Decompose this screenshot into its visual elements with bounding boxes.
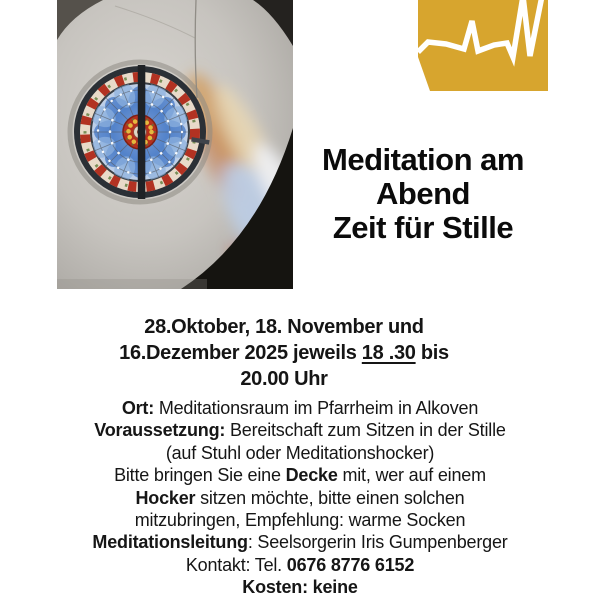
text-line	[30, 554, 570, 576]
text-segment: mit, wer auf einem	[337, 465, 486, 486]
title-line-3: Zeit für Stille	[332, 210, 514, 245]
text-line	[30, 576, 570, 598]
text-segment: 16.Dezember 2025 jeweils	[119, 342, 362, 364]
text-segment: 20.00 Uhr	[240, 368, 328, 390]
text-line	[30, 531, 570, 553]
text-segment: 28.Oktober, 18. November und	[144, 316, 424, 338]
parish-logo	[418, 0, 548, 91]
text-segment: Hocker	[135, 487, 196, 508]
text-segment: 18 .30	[361, 342, 416, 364]
text-segment: bis	[415, 342, 449, 364]
text-line	[30, 487, 570, 509]
text-segment: : Seelsorgerin Iris Gumpenberger	[247, 532, 508, 553]
text-line	[30, 397, 570, 419]
church-window-photo	[57, 0, 293, 289]
details-block	[30, 397, 570, 599]
schedule-block	[44, 314, 524, 392]
heartbeat-logo-icon	[418, 0, 548, 91]
window-mullion-bar	[138, 65, 146, 199]
text-line	[44, 314, 524, 340]
page-title	[285, 143, 561, 245]
text-segment: 0676 8776 6152	[286, 554, 415, 575]
text-line	[30, 464, 570, 486]
title-line-1: Meditation am	[322, 142, 524, 177]
text-segment: mitzubringen, Empfehlung: warme Socken	[134, 510, 466, 531]
title-line-2: Abend	[376, 176, 470, 211]
text-segment: Voraussetzung:	[94, 420, 226, 441]
text-segment: Ort:	[121, 398, 155, 418]
stained-glass-window	[70, 62, 210, 202]
text-line	[30, 509, 570, 531]
text-line	[44, 366, 524, 392]
text-segment: Meditationsleitung	[92, 532, 248, 553]
church-window-photo-art	[57, 0, 293, 289]
text-segment: Decke	[285, 465, 338, 486]
text-segment: Meditationsraum im Pfarrheim in Alkoven	[154, 398, 479, 418]
text-segment: sitzen möchte, bitte einen solchen	[195, 487, 465, 508]
text-line	[30, 442, 570, 464]
text-segment: Kosten: keine	[242, 577, 358, 598]
text-segment: Bereitschaft zum Sitzen in der Stille	[225, 420, 506, 441]
text-segment: Bitte bringen Sie eine	[114, 465, 286, 486]
floor-shadow	[57, 279, 207, 289]
text-segment: (auf Stuhl oder Meditationshocker)	[165, 442, 435, 463]
text-segment: Kontakt: Tel.	[185, 554, 287, 575]
text-line	[44, 340, 524, 366]
text-line	[30, 419, 570, 441]
